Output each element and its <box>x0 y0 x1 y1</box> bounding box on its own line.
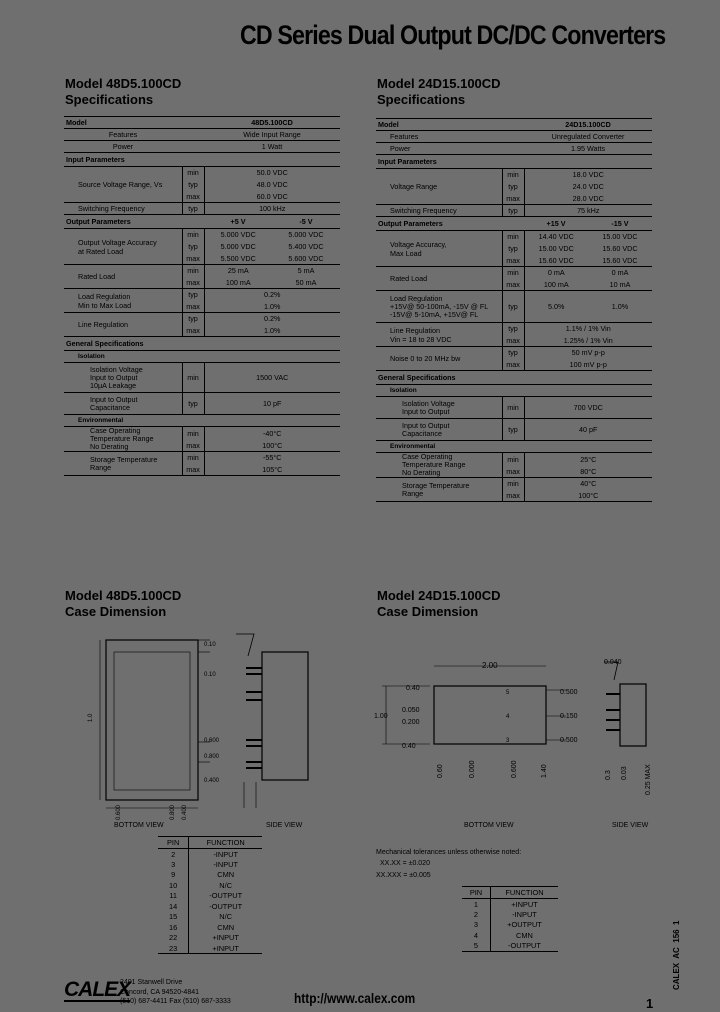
noise-max: 100 mV p-p <box>524 359 652 371</box>
q-typ: typ <box>502 291 524 323</box>
acc-typ-a: 15.00 VDC <box>538 244 574 253</box>
line1: Line Regulation <box>390 325 440 335</box>
stor1: Storage Temperature <box>90 454 158 464</box>
q-max: max <box>502 193 524 205</box>
dim-d: 0.400 <box>204 778 220 784</box>
q-max: max <box>502 490 524 502</box>
iso-v1: Isolation Voltage <box>90 364 143 374</box>
pin-row: 5 -OUTPUT <box>462 941 558 952</box>
pin-row: 2 -INPUT <box>158 849 262 860</box>
isolation-sub: Isolation <box>64 351 340 363</box>
iso-c1: Input to Output <box>90 394 138 404</box>
lr2: +15V@ 50-100mA, -15V @ FL <box>390 301 489 311</box>
pin-4-label: 4 <box>506 714 510 720</box>
q-typ: typ <box>182 241 204 253</box>
q-typ: typ <box>182 313 204 325</box>
pin-3-label: 3 <box>506 738 510 744</box>
function-header: FUNCTION <box>189 837 262 849</box>
acc-max-a: 5.500 VDC <box>204 253 272 265</box>
pin-5-label: 5 <box>506 690 510 696</box>
dim-s1: 0.040 <box>604 659 622 666</box>
right-case-title: Model 24D15.100CD <box>377 588 501 603</box>
side-body <box>620 684 646 746</box>
left-bottom-view: BOTTOM VIEW <box>114 822 164 829</box>
rated-min-a: 0 mA <box>547 268 565 278</box>
left-pin-table <box>158 836 262 954</box>
source-label: Source Voltage Range, Vs <box>64 167 182 203</box>
right-bottom-view: BOTTOM VIEW <box>464 822 514 829</box>
source-typ: 48.0 VDC <box>256 180 288 189</box>
power-label: Power <box>376 143 502 155</box>
tolerance-2dec: XX.XX = ±0.020 <box>380 860 430 867</box>
v-max: 28.0 VDC <box>524 193 652 205</box>
header-label: Model <box>64 117 182 129</box>
dim-y3: 0.200 <box>402 719 420 726</box>
features-label: Features <box>64 129 182 141</box>
calex-logo: CALEX <box>64 978 131 1001</box>
features-value: Wide Input Range <box>204 129 340 141</box>
side-pins <box>606 694 620 730</box>
q-min: min <box>502 478 524 490</box>
env-sub: Environmental <box>376 441 652 453</box>
stor-max: 105°C <box>204 464 340 476</box>
header-value: 48D5.100CD <box>204 117 340 129</box>
stor-min: 40°C <box>580 479 597 489</box>
dim-y2: 0.050 <box>402 707 420 714</box>
line2: Vin = 18 to 28 VDC <box>390 334 452 344</box>
pin-row: 15 N/C <box>158 912 262 923</box>
tolerance-3dec: XX.XXX = ±0.005 <box>376 872 431 879</box>
dim-c-bottom: 0.800 <box>170 804 176 820</box>
rated-min-b: 0 mA <box>611 268 629 278</box>
case-body <box>106 640 198 800</box>
q-max: max <box>182 253 204 265</box>
dim-c: 0.800 <box>204 754 220 760</box>
case2: Temperature Range <box>90 434 154 443</box>
q-min: min <box>182 363 204 393</box>
footer-address <box>120 978 231 1007</box>
switching-label: Switching Frequency <box>376 205 502 217</box>
iso-min: 700 VDC <box>524 397 652 419</box>
acc-max-a: 15.60 VDC <box>524 255 588 267</box>
acc-min-a: 5.000 VDC <box>220 230 256 240</box>
dim-b: 0.600 <box>204 738 220 744</box>
q-max: max <box>182 325 204 337</box>
col-b: -5 V <box>272 215 340 229</box>
dim-e: 1.0 <box>88 713 94 722</box>
switching-value: 75 kHz <box>524 205 652 217</box>
q-min: min <box>182 427 204 440</box>
output-section: Output Parameters <box>376 217 502 231</box>
dim-d-bottom: 0.400 <box>182 804 188 820</box>
power-value: 1 Watt <box>204 141 340 153</box>
right-model-title: Model 24D15.100CD <box>377 76 501 91</box>
acc-max-b: 5.600 VDC <box>272 253 340 265</box>
power-value: 1.95 Watts <box>524 143 652 155</box>
q-max: max <box>502 359 524 371</box>
right-case-drawing <box>370 650 670 820</box>
page-title: CD Series Dual Output DC/DC Converters <box>240 20 666 50</box>
pin-header: PIN <box>158 837 189 849</box>
noise-label: Noise 0 to 20 MHz bw <box>376 347 502 371</box>
pin-row: 14 -OUTPUT <box>158 901 262 912</box>
iso2: Input to Output <box>402 406 450 416</box>
pin-row: 1 +INPUT <box>462 899 558 910</box>
acc-typ-b: 5.400 VDC <box>288 242 324 251</box>
acc-max-b: 15.60 VDC <box>588 255 652 267</box>
q-min: min <box>502 267 524 279</box>
q-typ: typ <box>502 323 524 335</box>
power-label: Power <box>64 141 182 153</box>
iso1: Isolation Voltage <box>402 398 455 408</box>
right-side-view: SIDE VIEW <box>612 822 649 829</box>
stor-min: -55°C <box>263 453 282 463</box>
acc-min-b: 15.00 VDC <box>602 232 638 242</box>
dim-s3: 0.03 <box>621 766 628 780</box>
dim-r1: 0.500 <box>560 689 578 696</box>
q-min: min <box>502 397 524 419</box>
right-spec-table <box>376 118 652 502</box>
q-typ: typ <box>182 393 204 415</box>
function-header: FUNCTION <box>490 887 558 899</box>
line-typ: 1.1% / 1% Vin <box>565 324 611 334</box>
general-section: General Specifications <box>376 371 652 385</box>
header-label: Model <box>376 119 502 131</box>
pin-row: 10 N/C <box>158 880 262 891</box>
lr-b: 1.0% <box>588 291 652 323</box>
case2: Temperature Range <box>402 460 466 469</box>
iso-c2: Capacitance <box>90 402 130 412</box>
acc-label: Voltage Accuracy, <box>390 239 447 249</box>
q-max: max <box>502 279 524 291</box>
left-spec-title: Specifications <box>65 92 154 107</box>
pin-row: 3 -INPUT <box>158 859 262 870</box>
right-spec-title: Specifications <box>377 92 466 107</box>
linereg-label: Line Regulation <box>64 313 182 337</box>
acc-label2: Max Load <box>390 248 422 258</box>
q-max: max <box>182 277 204 289</box>
left-case-sub: Case Dimension <box>65 604 167 619</box>
left-case-title: Model 48D5.100CD <box>65 588 182 603</box>
dim-s2: 0.3 <box>605 770 612 780</box>
case1: Case Operating <box>90 426 141 435</box>
rated-label: Rated Load <box>64 265 182 289</box>
col-a: +5 V <box>204 215 272 229</box>
dim-x1: 0.60 <box>437 764 444 778</box>
v-min: 18.0 VDC <box>572 170 604 180</box>
iso-v2: Input to Output <box>90 372 138 382</box>
acc-typ-b: 15.60 VDC <box>602 244 638 253</box>
case3: No Derating <box>402 468 441 477</box>
accuracy-label2: at Rated Load <box>78 246 124 256</box>
features-label: Features <box>376 131 502 143</box>
rated-max-a: 100 mA <box>204 277 272 289</box>
q-typ: typ <box>502 419 524 441</box>
loadreg-label2: Min to Max Load <box>78 300 132 310</box>
footer-url[interactable]: http://www.calex.com <box>294 990 416 1006</box>
switching-value: 100 kHz <box>204 203 340 215</box>
dim-x3: 0.600 <box>511 760 518 778</box>
case-inner <box>114 652 190 790</box>
rated-min-a: 25 mA <box>227 266 249 276</box>
case-min: 25°C <box>580 454 597 464</box>
address-line: 2401 Stanwell Drive <box>120 979 183 986</box>
dim-y1: 0.40 <box>406 685 420 692</box>
input-section: Input Parameters <box>376 155 652 169</box>
iso-c-typ: 10 pF <box>204 393 340 415</box>
case3: No Derating <box>90 442 129 451</box>
lr-a: 5.0% <box>524 291 588 323</box>
q-min: min <box>182 167 204 179</box>
stor1: Storage Temperature <box>402 480 470 490</box>
pin-row: 22 +INPUT <box>158 933 262 944</box>
page-number: 1 <box>646 996 654 1011</box>
loadreg-max: 1.0% <box>204 301 340 313</box>
q-min: min <box>502 169 524 181</box>
col-b: -15 V <box>588 217 652 231</box>
env-sub: Environmental <box>64 415 340 427</box>
linereg-typ: 0.2% <box>264 314 281 324</box>
input-section: Input Parameters <box>64 153 340 167</box>
stor-max: 100°C <box>524 490 652 502</box>
q-max: max <box>182 464 204 476</box>
iso-v-min: 1500 VAC <box>204 363 340 393</box>
voltage-label: Voltage Range <box>376 169 502 205</box>
dim-r3: 0.500 <box>560 737 578 744</box>
pin-row: 11 -OUTPUT <box>158 891 262 902</box>
isoc2: Capacitance <box>402 428 442 438</box>
loadreg-typ: 0.2% <box>264 290 281 300</box>
linereg-max: 1.0% <box>204 325 340 337</box>
dim-r2: 0.150 <box>560 713 578 720</box>
stor2: Range <box>90 462 112 472</box>
q-max: max <box>502 465 524 478</box>
case-body <box>434 686 546 744</box>
noise-typ: 50 mV p-p <box>571 348 605 358</box>
q-max: max <box>182 191 204 203</box>
iso-v3: 10μA Leakage <box>90 380 137 390</box>
acc-min-b: 5.000 VDC <box>288 230 324 240</box>
q-typ: typ <box>502 243 524 255</box>
isoc-typ: 40 pF <box>524 419 652 441</box>
loadreg-label: Load Regulation <box>78 291 131 301</box>
rated-max-b: 10 mA <box>588 279 652 291</box>
left-case-drawing <box>70 622 340 832</box>
q-min: min <box>182 229 204 241</box>
dim-w: 2.00 <box>482 661 498 670</box>
left-side-view: SIDE VIEW <box>266 822 303 829</box>
address-line: Concord, CA 94520-4841 <box>120 988 199 996</box>
dim-x2: 0.000 <box>469 760 476 778</box>
pin-header: PIN <box>462 887 490 899</box>
acc-typ-a: 5.000 VDC <box>220 242 256 251</box>
dim-b-bottom: 0.600 <box>116 804 122 820</box>
source-min: 50.0 VDC <box>256 168 288 178</box>
side-body <box>262 652 308 780</box>
case-min: -40°C <box>263 428 282 438</box>
dim-s4: 0.25 MAX <box>645 764 652 795</box>
pin-row: 2 -INPUT <box>462 909 558 920</box>
header-value: 24D15.100CD <box>524 119 652 131</box>
pin-row: 9 CMN <box>158 870 262 881</box>
q-typ: typ <box>502 181 524 193</box>
dim-y1-bottom: 0.40 <box>402 743 416 750</box>
pin-row: 23 +INPUT <box>158 943 262 954</box>
q-typ: typ <box>182 179 204 191</box>
side-code: CALEX AC 156 1 <box>672 920 681 990</box>
q-min: min <box>502 453 524 466</box>
switching-typ: typ <box>182 203 204 215</box>
pin-row: 3 +OUTPUT <box>462 920 558 931</box>
general-section: General Specifications <box>64 337 340 351</box>
v-typ: 24.0 VDC <box>572 182 604 191</box>
output-section: Output Parameters <box>64 215 182 229</box>
right-case-sub: Case Dimension <box>377 604 479 619</box>
q-typ: typ <box>502 347 524 359</box>
rated-min-b: 5 mA <box>297 266 315 276</box>
dim-a2: 0.10 <box>204 672 216 678</box>
left-model-title: Model 48D5.100CD <box>65 76 182 91</box>
q-min: min <box>182 265 204 277</box>
address-line: (510) 687-4411 Fax (510) 687-3333 <box>120 998 231 1005</box>
q-max: max <box>502 335 524 347</box>
case-max: 100°C <box>204 439 340 452</box>
q-min: min <box>182 452 204 464</box>
tolerance-note: Mechanical tolerances unless otherwise noted: <box>376 849 522 856</box>
q-min: min <box>502 231 524 243</box>
dim-h: 1.00 <box>374 713 388 720</box>
right-pin-table <box>462 886 558 952</box>
case1: Case Operating <box>402 452 453 461</box>
col-a: +15 V <box>524 217 588 231</box>
features-value: Unregulated Converter <box>524 131 652 143</box>
lr3: -15V@ 5-10mA, +15V@ FL <box>390 309 479 319</box>
left-spec-table <box>64 116 340 476</box>
q-max: max <box>182 301 204 313</box>
isoc1: Input to Output <box>402 420 450 430</box>
q-max: max <box>182 439 204 452</box>
lr1: Load Regulation <box>390 293 443 303</box>
q-typ: typ <box>502 205 524 217</box>
q-typ: typ <box>182 289 204 301</box>
q-max: max <box>502 255 524 267</box>
pin-row: 4 CMN <box>462 930 558 941</box>
rated-max-a: 100 mA <box>524 279 588 291</box>
pin-row: 16 CMN <box>158 922 262 933</box>
accuracy-label: Output Voltage Accuracy <box>78 237 157 247</box>
side-pins <box>246 668 262 768</box>
source-max: 60.0 VDC <box>204 191 340 203</box>
isolation-sub: Isolation <box>376 385 652 397</box>
rated-max-b: 50 mA <box>272 277 340 289</box>
stor2: Range <box>402 488 424 498</box>
case-max: 80°C <box>524 465 652 478</box>
acc-min-a: 14.40 VDC <box>538 232 574 242</box>
switching-label: Switching Frequency <box>64 203 182 215</box>
dim-a: 0.10 <box>204 642 216 648</box>
rated-label: Rated Load <box>376 267 502 291</box>
dim-x4: 1.40 <box>541 764 548 778</box>
line-max: 1.25% / 1% Vin <box>524 335 652 347</box>
